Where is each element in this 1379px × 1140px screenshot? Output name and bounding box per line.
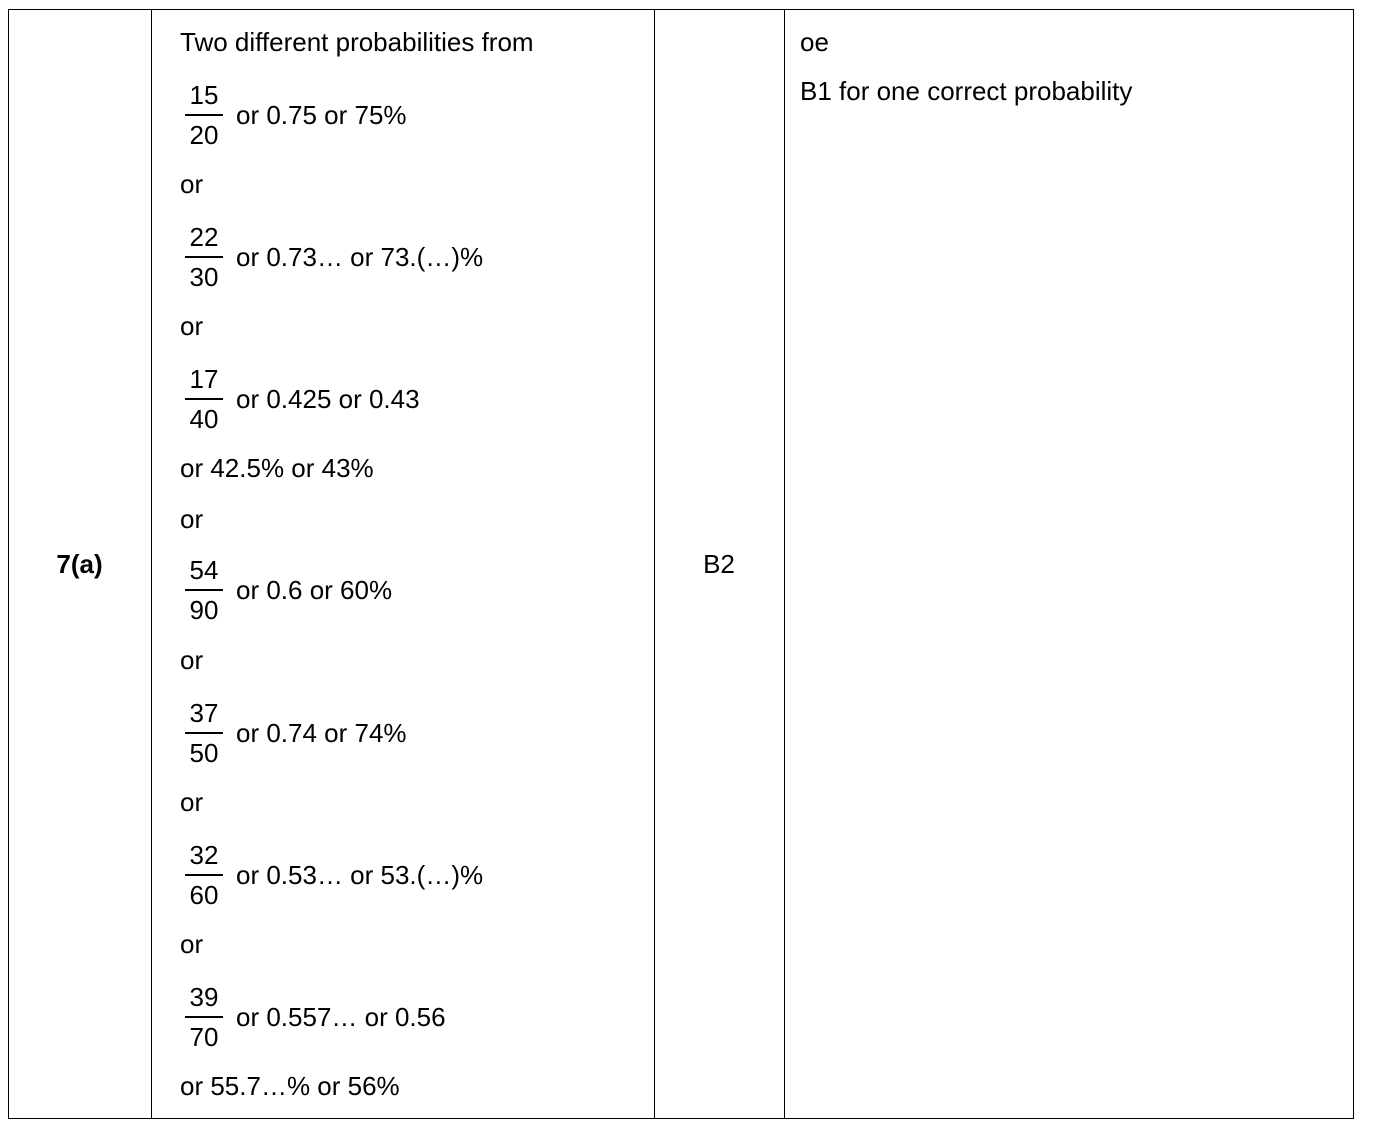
answer-option bbox=[180, 80, 650, 150]
guidance-partial-credit: B1 for one correct probability bbox=[800, 76, 1133, 106]
fraction-denominator: 40 bbox=[189, 404, 219, 434]
answer-continuation: or 42.5% or 43% bbox=[180, 453, 374, 483]
answer-equivalents: or 0.73… or 73.(…)% bbox=[236, 242, 484, 272]
answer-option bbox=[180, 982, 650, 1052]
table-right-border bbox=[1353, 9, 1354, 1119]
mark-value: B2 bbox=[703, 549, 735, 579]
table-top-border bbox=[8, 9, 1354, 10]
column-divider-3 bbox=[784, 9, 785, 1119]
answer-equivalents: or 0.557… or 0.56 bbox=[236, 1002, 446, 1032]
fraction-numerator: 32 bbox=[189, 840, 219, 870]
fraction-numerator: 15 bbox=[189, 80, 219, 110]
answer-equivalents: or 0.425 or 0.43 bbox=[236, 384, 420, 414]
column-divider-1 bbox=[151, 9, 152, 1119]
answer-option bbox=[180, 840, 650, 910]
fraction-numerator: 54 bbox=[189, 555, 219, 585]
answer-option bbox=[180, 698, 650, 768]
table-bottom-border bbox=[8, 1118, 1354, 1119]
fraction-numerator: 22 bbox=[189, 222, 219, 252]
fraction-denominator: 70 bbox=[189, 1022, 219, 1052]
or-separator: or bbox=[180, 311, 204, 341]
or-separator: or bbox=[180, 787, 204, 817]
fraction-bar bbox=[185, 256, 223, 258]
fraction-bar bbox=[185, 114, 223, 116]
fraction-bar bbox=[185, 398, 223, 400]
answer-equivalents: or 0.74 or 74% bbox=[236, 718, 407, 748]
fraction-denominator: 20 bbox=[189, 120, 219, 150]
answer-option bbox=[180, 364, 650, 434]
fraction-denominator: 60 bbox=[189, 880, 219, 910]
answer-equivalents: or 0.75 or 75% bbox=[236, 100, 407, 130]
fraction-bar bbox=[185, 874, 223, 876]
mark-scheme-table bbox=[8, 9, 1354, 1119]
fraction-denominator: 50 bbox=[189, 738, 219, 768]
answer-option bbox=[180, 222, 650, 292]
answer-equivalents: or 0.53… or 53.(…)% bbox=[236, 860, 484, 890]
answer-continuation: or 55.7…% or 56% bbox=[180, 1071, 400, 1101]
fraction-denominator: 90 bbox=[189, 595, 219, 625]
answer-intro: Two different probabilities from bbox=[180, 27, 534, 57]
fraction-numerator: 17 bbox=[189, 364, 219, 394]
or-separator: or bbox=[180, 504, 204, 534]
fraction-denominator: 30 bbox=[189, 262, 219, 292]
answer-option bbox=[180, 555, 650, 625]
fraction-numerator: 37 bbox=[189, 698, 219, 728]
fraction-bar bbox=[185, 1016, 223, 1018]
question-number: 7(a) bbox=[56, 549, 103, 579]
guidance-oe: oe bbox=[800, 27, 829, 57]
answer-equivalents: or 0.6 or 60% bbox=[236, 575, 393, 605]
fraction-numerator: 39 bbox=[189, 982, 219, 1012]
or-separator: or bbox=[180, 645, 204, 675]
fraction-bar bbox=[185, 589, 223, 591]
fraction-bar bbox=[185, 732, 223, 734]
or-separator: or bbox=[180, 169, 204, 199]
or-separator: or bbox=[180, 929, 204, 959]
